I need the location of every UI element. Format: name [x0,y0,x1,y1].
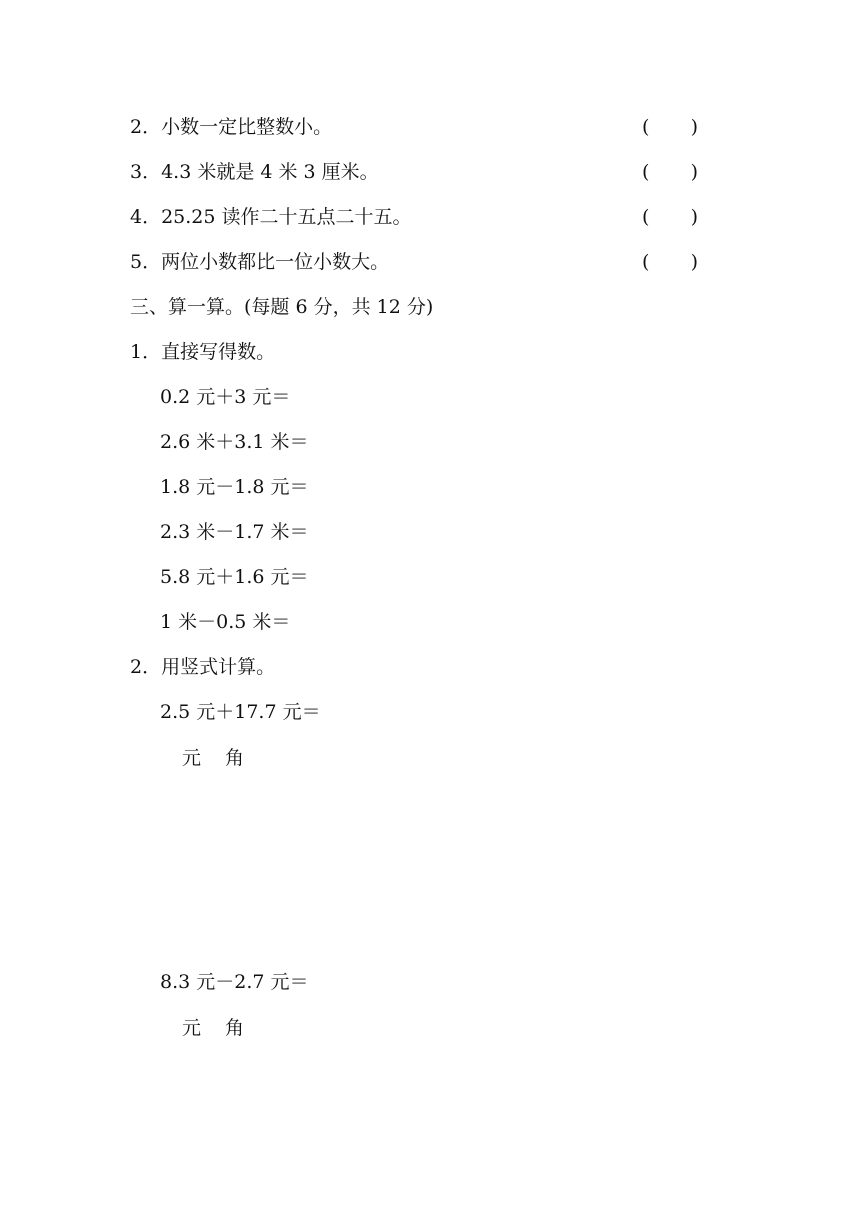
unit-jiao: 角 [225,1017,245,1039]
item-text: 用竖式计算。 [161,656,276,678]
item-text: 直接写得数。 [161,341,276,363]
calc-item: 1 米－0.5 米＝ [160,611,291,633]
unit-answer [182,1016,244,1040]
item-text: 4.3 米就是 4 米 3 厘米。 [161,161,379,183]
unit-yuan: 元 [182,1017,202,1039]
vertical-calc-expr: 2.5 元＋17.7 元＝ [160,701,321,723]
item-text: 两位小数都比一位小数大。 [161,251,390,273]
item-number: 5． [130,251,162,273]
vertical-calc-expr: 8.3 元－2.7 元＝ [160,971,309,993]
item-number: 2． [130,116,162,138]
judge-item-4 [130,205,412,229]
answer-parentheses[interactable]: ( ) [642,251,698,273]
unit-yuan: 元 [182,747,202,769]
answer-parentheses[interactable]: ( ) [642,206,698,228]
answer-parentheses[interactable]: ( ) [642,116,698,138]
calc-item: 0.2 元＋3 元＝ [160,386,291,408]
judge-item-5 [130,250,389,274]
judge-item-2 [130,115,332,139]
unit-answer [182,746,244,770]
judge-item-3 [130,160,379,184]
question-2 [130,655,275,679]
unit-jiao: 角 [225,747,245,769]
item-text: 25.25 读作二十五点二十五。 [161,206,412,228]
item-text: 小数一定比整数小。 [161,116,333,138]
item-number: 1． [130,341,162,363]
answer-parentheses[interactable]: ( ) [642,161,698,183]
section-title: 三、算一算。(每题 6 分，共 12 分) [130,296,434,318]
calc-item: 2.3 米－1.7 米＝ [160,521,309,543]
question-1 [130,340,275,364]
item-number: 4． [130,206,162,228]
calc-item: 5.8 元＋1.6 元＝ [160,566,309,588]
calc-item: 1.8 元－1.8 元＝ [160,476,309,498]
item-number: 2． [130,656,162,678]
calc-item: 2.6 米＋3.1 米＝ [160,431,309,453]
item-number: 3． [130,161,162,183]
